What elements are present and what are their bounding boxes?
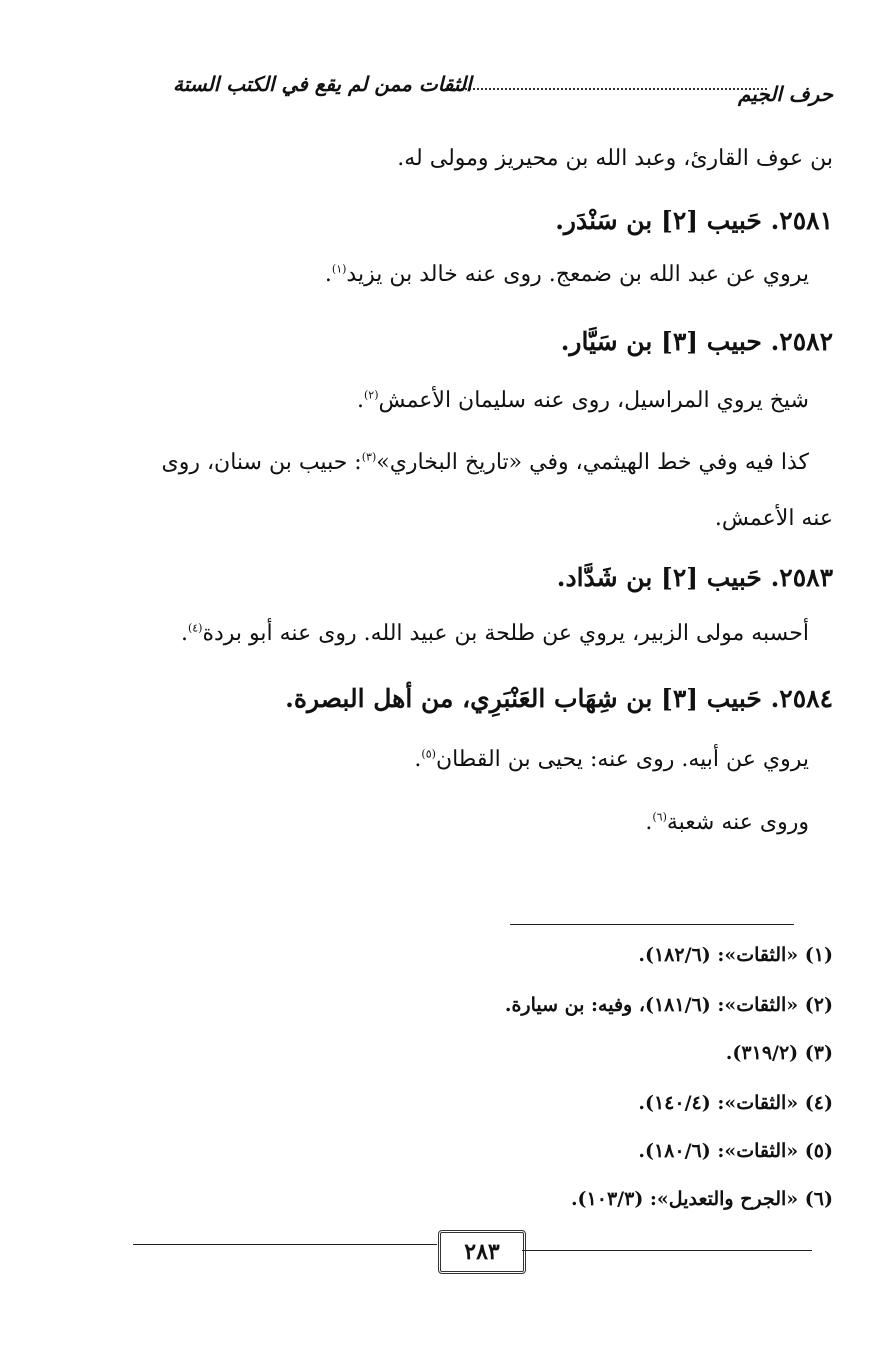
text-segment: .: [324, 262, 332, 287]
text-segment: يروي عن عبد الله بن ضمعج. روى عنه خالد بن يزيد: [346, 262, 809, 287]
footnote: (٥) «الثقات»: (١٨٠/٦).: [638, 1140, 833, 1162]
footnote-ref: (٦): [652, 810, 667, 824]
entry-heading-2584: ٢٥٨٤. حَبيب [٣] بن شِهَاب العَنْبَرِي، من أهل البصرة.: [285, 684, 833, 713]
text-line: [181, 621, 809, 646]
footnote: (٤) «الثقات»: (١٤٠/٤).: [638, 1092, 833, 1114]
footnote-separator: [510, 924, 794, 925]
text-segment: كذا فيه وفي خط الهيثمي، وفي «تاريخ البخاري»: [376, 450, 809, 475]
page-number: ٢٨٣: [438, 1230, 526, 1274]
chapter-header: حرف الجيم: [738, 82, 833, 106]
footnote: (٣) (٣١٩/٢).: [725, 1042, 833, 1064]
text-line: [161, 450, 809, 475]
page-number-rule-right: [522, 1250, 812, 1251]
text-line: [414, 747, 809, 772]
footnote-ref: (٤): [187, 621, 203, 635]
text-segment: .: [645, 810, 653, 835]
text-segment: يروي عن أبيه. روى عنه: يحيى بن القطان: [435, 747, 809, 772]
page-number-rule-left: [133, 1244, 437, 1245]
text-line: عنه الأعمش.: [714, 506, 833, 531]
book-title-header: الثقات ممن لم يقع في الكتب الستة: [173, 72, 472, 96]
text-segment: .: [180, 621, 188, 646]
footnote: (١) «الثقات»: (١٨٢/٦).: [638, 944, 833, 966]
footnote: (٢) «الثقات»: (١٨١/٦)، وفيه: بن سيارة.: [504, 994, 833, 1016]
entry-heading-2582: ٢٥٨٢. حبيب [٣] بن سَيَّار.: [560, 327, 833, 356]
text-segment: .: [414, 747, 422, 772]
text-segment: .: [357, 388, 364, 413]
footnote-ref: (٢): [364, 388, 379, 402]
text-line: [325, 262, 809, 287]
footnote-ref: (١): [331, 262, 347, 276]
text-segment: : حبيب بن سنان، روى: [161, 450, 362, 475]
header-dotted-leader: [445, 88, 767, 90]
text-line: [357, 388, 809, 413]
footnote-ref: (٥): [421, 747, 436, 761]
text-segment: أحسبه مولى الزبير، يروي عن طلحة بن عبيد الله. روى عنه أبو بردة: [202, 621, 809, 646]
footnote-ref: (٣): [361, 450, 377, 464]
entry-heading-2581: ٢٥٨١. حَبيب [٢] بن سَنْدَر.: [555, 206, 833, 235]
text-line: [645, 810, 809, 835]
text-line: بن عوف القارئ، وعبد الله بن محيريز ومولى له.: [397, 146, 833, 171]
footnote: (٦) «الجرح والتعديل»: (١٠٣/٣).: [570, 1188, 833, 1210]
text-segment: وروى عنه شعبة: [666, 810, 809, 835]
text-segment: شيخ يروي المراسيل، روى عنه سليمان الأعمش: [378, 388, 809, 413]
entry-heading-2583: ٢٥٨٣. حَبيب [٢] بن شَدَّاد.: [556, 563, 833, 592]
